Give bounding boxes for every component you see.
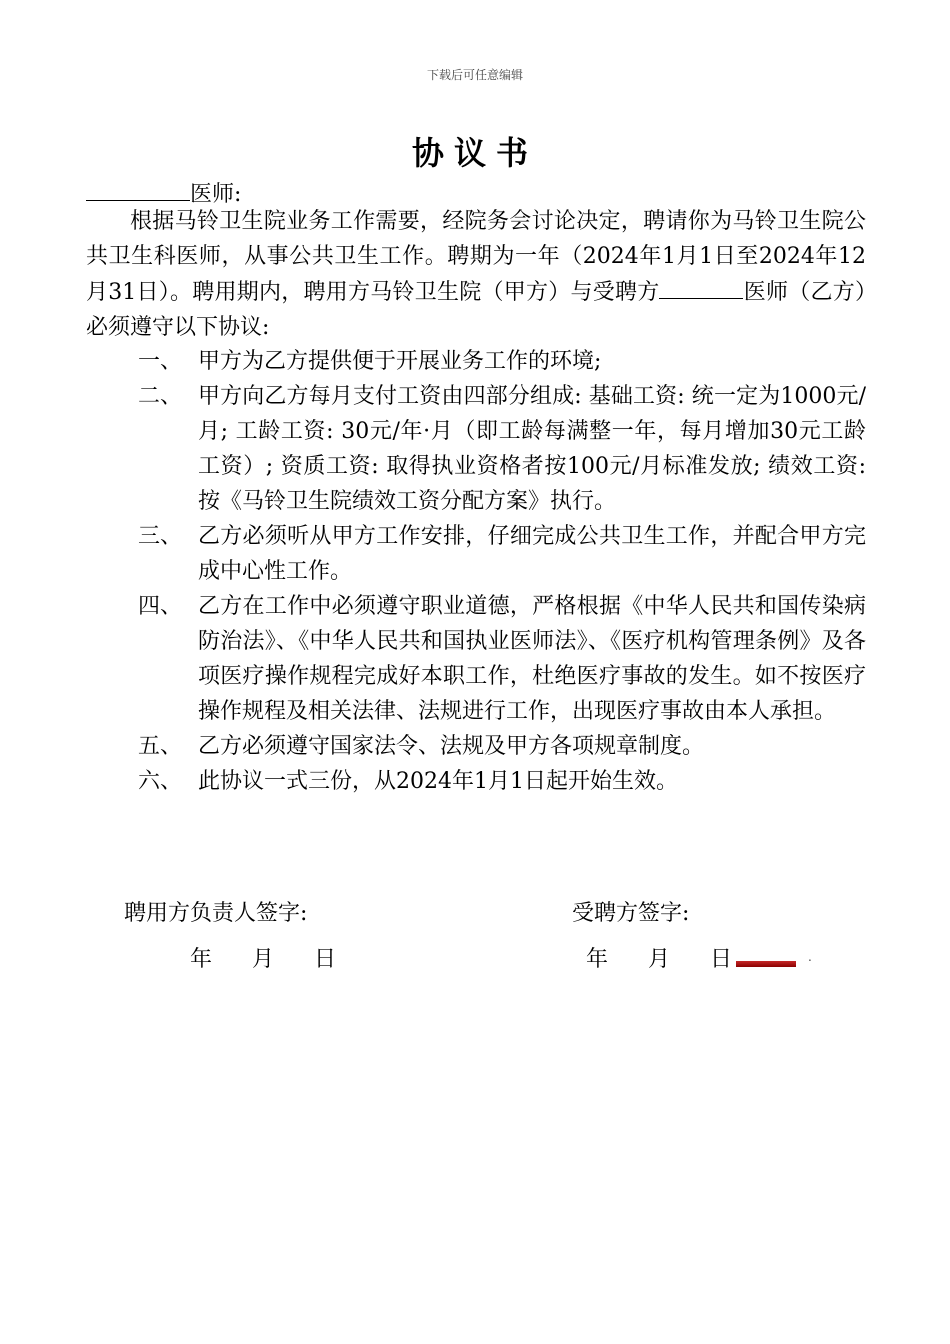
clause-number: 四、 [138,594,183,619]
clause-text: 乙方必须听从甲方工作安排，仔细完成公共卫生工作，并配合甲方完成中心性工作。 [198,524,866,584]
date-year: 年 [190,947,213,972]
employer-signature-label: 聘用方负责人签字: [124,901,308,926]
clause-item [86,519,866,589]
clause-text: 乙方必须遵守国家法令、法规及甲方各项规章制度。 [198,734,705,759]
salutation-suffix: 医师: [190,182,242,207]
header-note: 下载后可任意编辑 [426,68,523,82]
employee-name-blank [659,274,743,299]
intro-text-2: 医师（乙方）必须遵守以下协议: [86,280,866,340]
clause-number: 五、 [138,734,183,759]
clause-number: 三、 [138,524,183,549]
employee-signature-date [586,942,772,973]
date-day: 日 [710,947,733,972]
clause-text: 此协议一式三份，从2024年1月1日起开始生效。 [198,769,678,794]
trailing-dot: . [808,950,812,964]
clause-item [86,764,866,799]
intro-paragraph [86,204,866,345]
red-redaction-mark [736,961,796,967]
clause-number: 六、 [138,769,183,794]
document-title: 协议书 [411,134,538,172]
date-year: 年 [586,947,609,972]
date-month: 月 [252,947,275,972]
clause-text: 甲方为乙方提供便于开展业务工作的环境; [198,349,602,374]
clause-item [86,589,866,729]
employer-signature-date [190,942,376,973]
clause-item [86,344,866,379]
employee-signature-label: 受聘方签字: [572,901,690,926]
clause-number: 二、 [138,384,183,409]
name-blank [86,176,190,201]
date-day: 日 [314,947,337,972]
clause-list [86,344,866,799]
clause-number: 一、 [138,349,183,374]
clause-item [86,729,866,764]
date-month: 月 [648,947,671,972]
intro-text-1: 根据马铃卫生院业务工作需要，经院务会讨论决定，聘请你为马铃卫生院公共卫生科医师，从事公共卫生工作。聘期为一年（2024年1月1日至2024年12月31日）。聘用期内，聘用方马铃卫生院（甲方）与受聘方 [86,209,866,305]
clause-text: 甲方向乙方每月支付工资由四部分组成: 基础工资: 统一定为1000元/月; 工龄工资: 30元/年·月（即工龄每满整一年，每月增加30元工龄工资）; 资质工资: 取得执业资格者按100元/月标准发放; 绩效工资: 按《马铃卫生院绩效工资分配方案》执行。 [198,384,866,514]
clause-text: 乙方在工作中必须遵守职业道德，严格根据《中华人民共和国传染病防治法》、《中华人民共和国执业医师法》、《医疗机构管理条例》及各项医疗操作规程完成好本职工作，杜绝医疗事故的发生。如不按医疗操作规程及相关法律、法规进行工作，出现医疗事故由本人承担。 [198,594,866,724]
clause-item [86,379,866,519]
